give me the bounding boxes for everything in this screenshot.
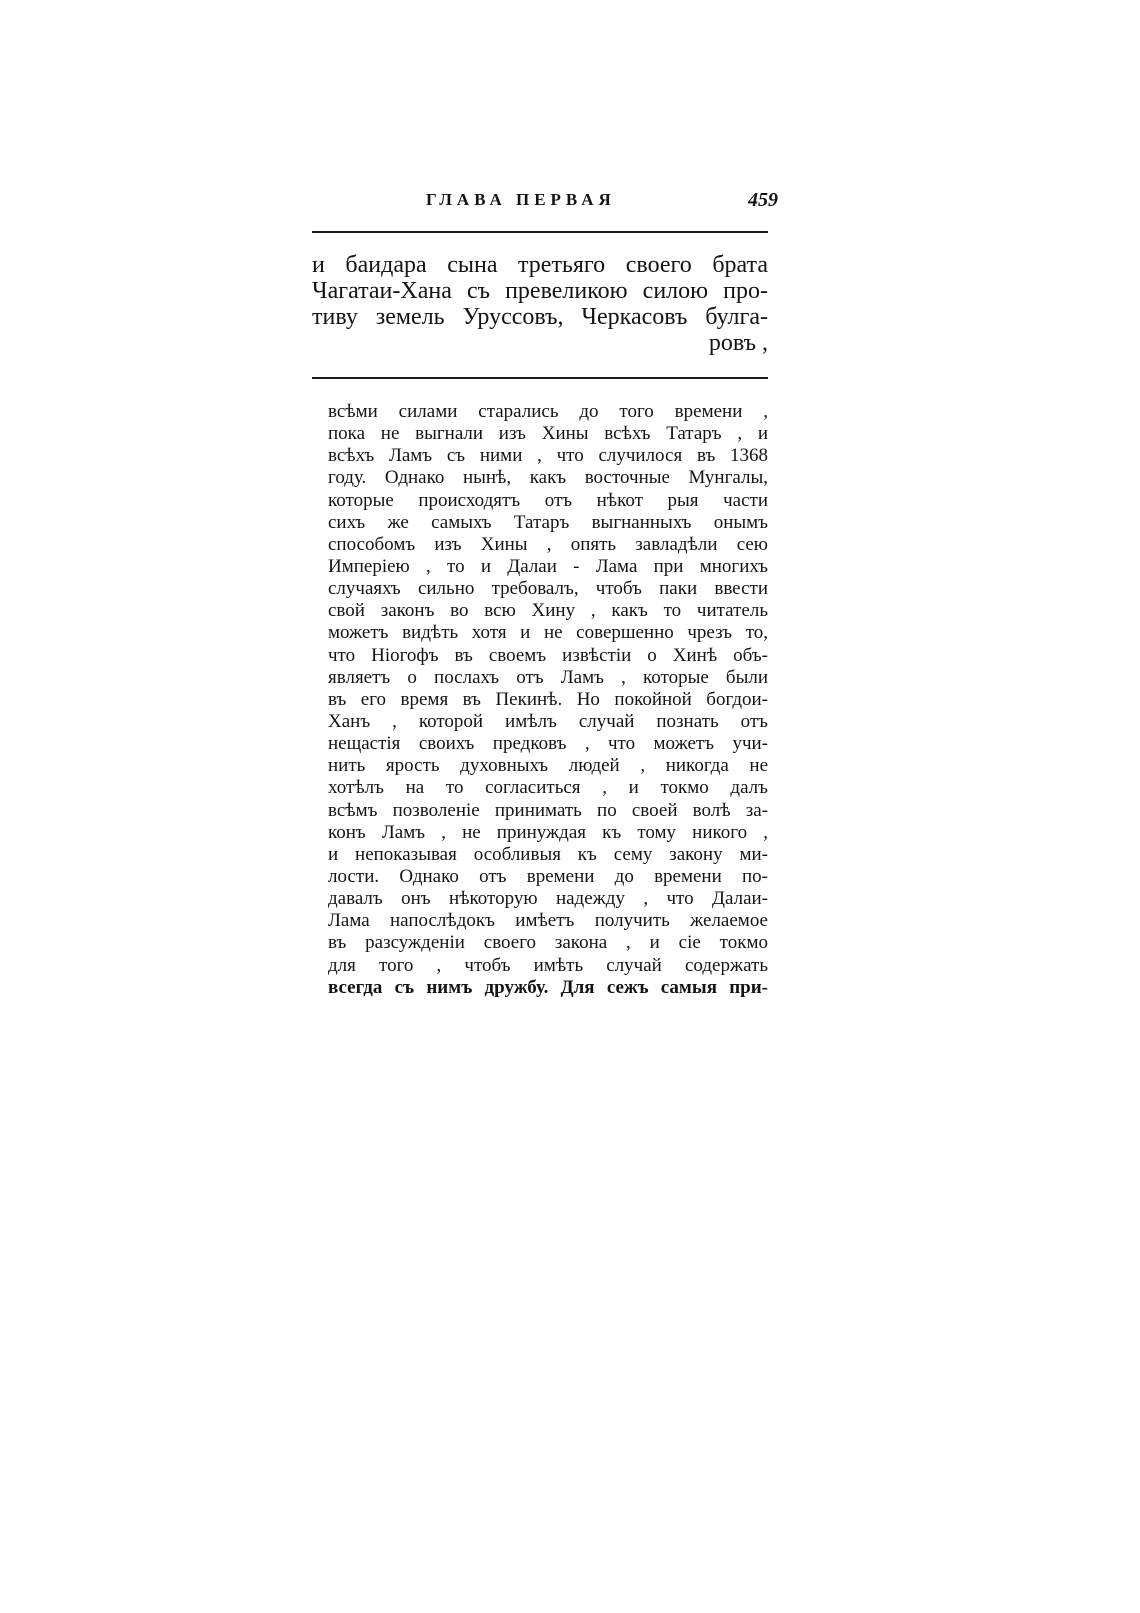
footnote-line: всегда съ нимъ дружбу. Для сежъ самыя при- <box>328 976 768 998</box>
footnote-line: конъ Ламъ , не принуждая къ тому никого , <box>328 821 768 843</box>
footnote-line: хотѣлъ на то согласиться , и токмо далъ <box>328 777 768 799</box>
footnote-block <box>328 401 768 999</box>
footnote-line: лости. Однако отъ времени до времени по- <box>328 865 768 887</box>
footnote-line: Имперіею , то и Далаи - Лама при многихъ <box>328 555 768 577</box>
footnote-line: сихъ же самыхъ Татаръ выгнанныхъ онымъ <box>328 511 768 533</box>
footnote-line: являетъ о послахъ отъ Ламъ , которые были <box>328 666 768 688</box>
footnote-line: можетъ видѣть хотя и не совершенно чрезъ то, <box>328 622 768 644</box>
footnote-line: всѣхъ Ламъ съ ними , что случилося въ 1368 <box>328 445 768 467</box>
footnote-line: что Ніогофъ въ своемъ извѣстіи о Хинѣ объ- <box>328 644 768 666</box>
main-text-line: Чагатаи-Хана съ превеликою силою про- <box>312 278 768 304</box>
footnote-line: Ханъ , которой имѣлъ случай познать отъ <box>328 710 768 732</box>
footnote-line: нещастія своихъ предковъ , что можетъ учи- <box>328 733 768 755</box>
header-rule <box>312 231 768 233</box>
footnote-line: которые происходятъ отъ нѣкот рыя части <box>328 489 768 511</box>
footnote-line: давалъ онъ нѣкоторую надежду , что Далаи- <box>328 888 768 910</box>
footnote-line: Лама напослѣдокъ имѣетъ получить желаемое <box>328 910 768 932</box>
footnote-line: въ его время въ Пекинѣ. Но покойной богдои- <box>328 688 768 710</box>
footnote-line: способомъ изъ Хины , опять завладѣли сею <box>328 533 768 555</box>
footnote-line: пока не выгнали изъ Хины всѣхъ Татаръ , и <box>328 423 768 445</box>
footnote-line: для того , чтобъ имѣть случай содержать <box>328 954 768 976</box>
main-text-line: и баидара сына третьяго своего брата <box>312 252 768 278</box>
page-number: 459 <box>748 189 778 211</box>
footnote-line: въ разсужденіи своего закона , и сіе токмо <box>328 932 768 954</box>
footnote-line: и непоказывая особливыя къ сему закону ми- <box>328 843 768 865</box>
footnote-line: свой законъ во всю Хину , какъ то читатель <box>328 600 768 622</box>
footnote-line: году. Однако нынѣ, какъ восточные Мунгалы, <box>328 467 768 489</box>
main-text-line: ровъ , <box>708 330 768 356</box>
running-title: ГЛАВА ПЕРВАЯ <box>426 190 616 209</box>
footnote-line: всѣми силами старались до того времени , <box>328 401 768 422</box>
footnote-line: нить ярость духовныхъ людей , никогда не <box>328 755 768 777</box>
footnote-line: всѣмъ позволеніе принимать по своей волѣ за- <box>328 799 768 821</box>
footnote-rule <box>312 377 768 379</box>
footnote-line: случаяхъ сильно требовалъ, чтобъ паки ввести <box>328 578 768 600</box>
main-text-block <box>312 252 768 356</box>
main-text-line: тиву земель Уруссовъ, Черкасовъ булга- <box>312 304 768 330</box>
